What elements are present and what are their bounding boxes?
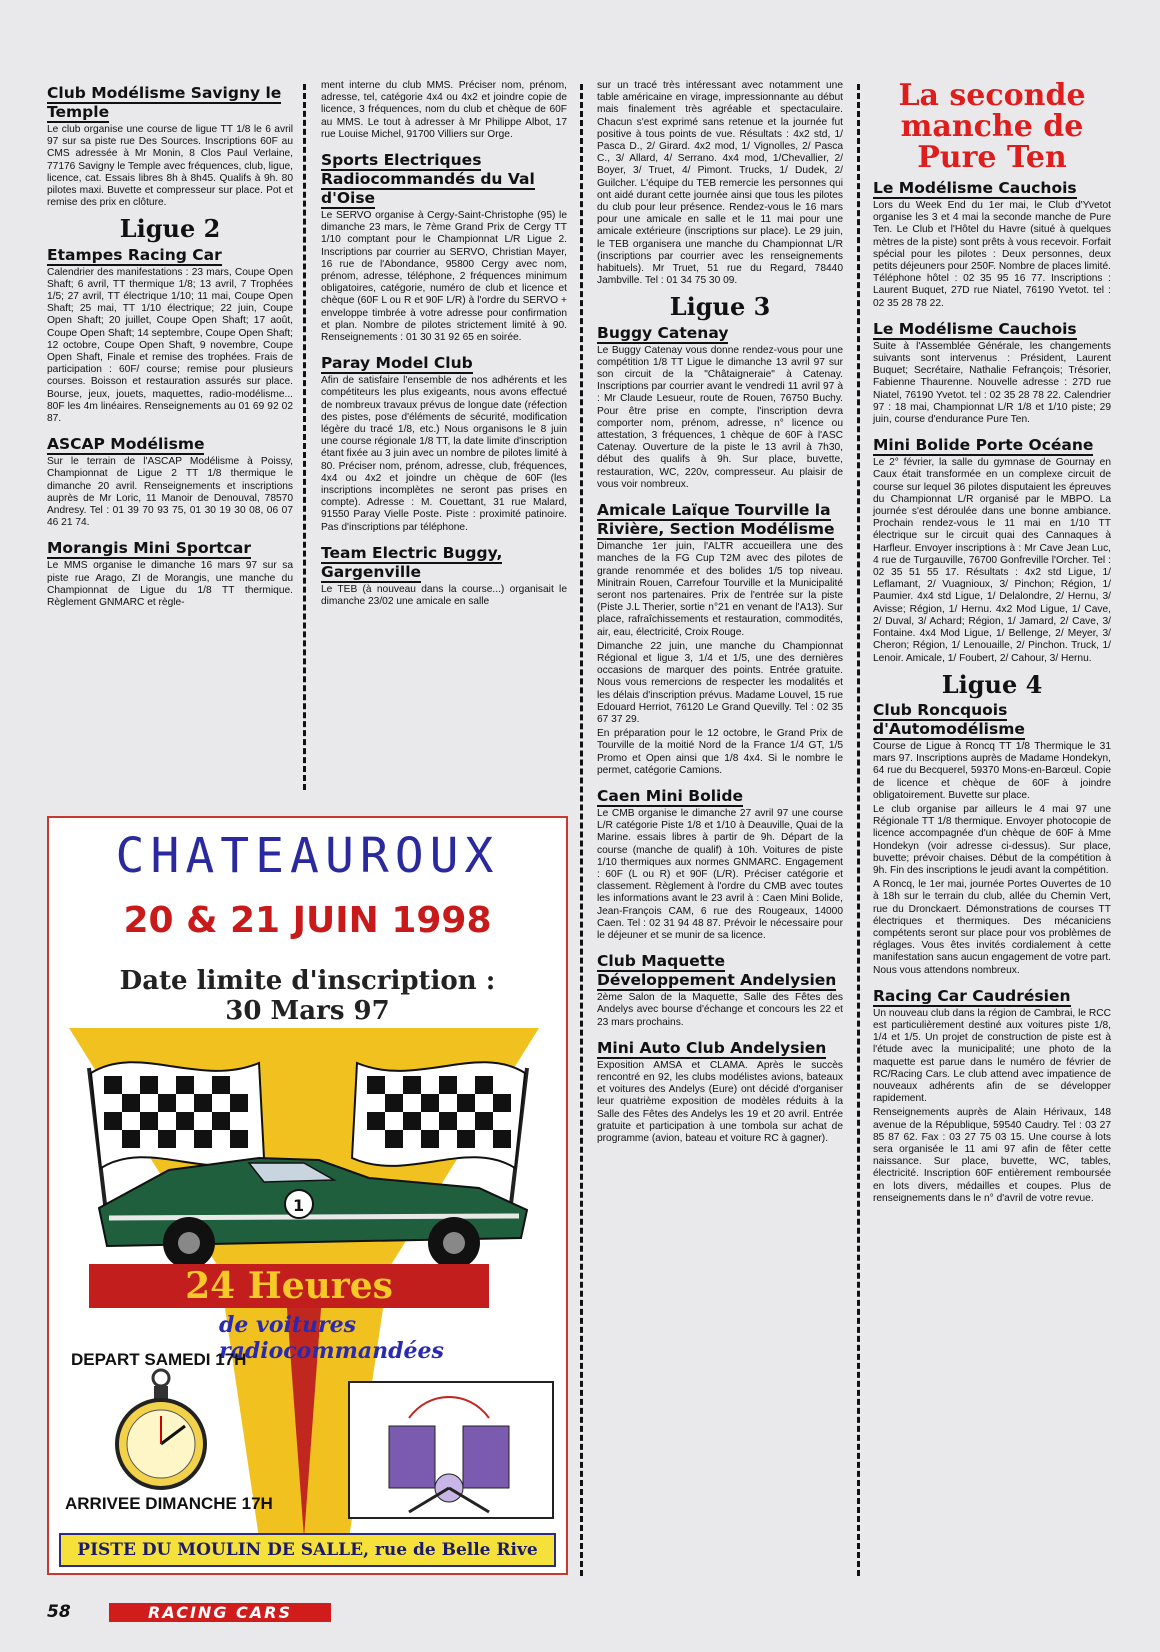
- section-title: Club Modélisme Savigny le Temple: [47, 84, 282, 121]
- league-heading: Ligue 2: [119, 214, 221, 244]
- section-body: Un nouveau club dans la région de Cambrai, le RCC est particulièrement destiné aux voitures piste 1/8, 1/4 et 1/5. Un projet de construction de piste est à l'étude avec la municipalité; une photo de la maquette est parue dans le numéro de février de RC/Racing Cars. Le club attend avec impatience de nouveaux adhérents afin de se développer rapidement.: [873, 1007, 1111, 1105]
- section-title: Sports Electriques Radiocommandés du Val d'Oise: [321, 151, 535, 208]
- magazine-logo: RACING CARS: [109, 1603, 331, 1622]
- section-title: ASCAP Modélisme: [47, 435, 205, 454]
- section-body: Dimanche 1er juin, l'ALTR accueillera une des manches de la FG Cup T2M avec des pilotes de grande renommée et des bolides 1/5 top niveau. Minitrain Rouen, Carrefour Tourville et la Municipalité seront nos partenaires. Prix de l'entrée sur la piste (Piste J.L Therier, sortie n°21 en venant de l'A13). Sur place, rafraîchissements et restauration, commodités, air, eau, électricité, Croix Rouge.: [597, 541, 843, 638]
- section-body: Le Buggy Catenay vous donne rendez-vous pour une compétition 1/8 TT Ligue le dimanche 13 avril 97 sur son circuit de la "Châtaigneraie" à Catenay. Inscriptions par courrier avant le vendredi 11 avril 97 à : Mr Claude Lesueur, route de Rouen, 76750 Buchy. Pour être prise en compte, l'inscription devra comporter nom, prénom, adresse, n° licence ou attestation, 3 fréquences, 1 chèque de 60F à l'ASC Catenay. Ouverture de la piste le 13 avril à 7h30, début des qualifs à 9h. Sur place, buvette, restauration, WC, 220v, compresseur. Au plaisir de vous voir nombreux.: [597, 344, 843, 490]
- section-title: Le Modélisme Cauchois: [873, 319, 1077, 338]
- section-body: Dimanche 22 juin, une manche du Championnat Régional et ligue 3, 1/4 et 1/5, une des dernières occasions de marquer des points. Entrée gratuite. Nous vous remercions de respecter les modalités et les délais d'inscription prévus. Madame Louvel, 15 rue Edouard Herriot, 76120 Le Grand Quevilly. Tel : 02 35 67 37 29.: [597, 640, 843, 725]
- poster-subtitle: de voitures radiocommandées: [219, 1312, 444, 1364]
- section-body: Calendrier des manifestations : 23 mars, Coupe Open Shaft; 6 avril, TT thermique 1/8; 13 avril, 7 Trophées 1/5; 27 avril, TT électrique 1/10; 11 mai, Coupe Open Shaft; 25 mai, TT 1/10 électrique; 22 juin, Coupe Open Shaft; 20 juillet, Coupe Open Shaft; 17 août, Coupe Open Shaft; 14 septembre, Coupe Open Shaft; 12 octobre, Coupe Open Shaft, 9 novembre, Coupe Open Shaft, Finale et remise des trophées. Frais de participation : 60F/ course; remise pour plusieurs courses. Boisson et restauration assurés sur place. Bourse, jeux, jouets, maquettes, radio-modélisme... 80F les 4m linéaires. Renseignements au 01 69 92 02 87.: [47, 266, 293, 425]
- section-title: Mini Bolide Porte Océane: [873, 436, 1094, 455]
- section-body: Renseignements auprès de Alain Hérivaux, 148 avenue de la République, 59540 Caudry. Tel : 03 27 85 87 62. Fax : 03 27 75 03 15. Une course à lots sera organisée le 11 ami 97 afin de fêter cette naissance. Sur place, buvette, WC, tables, électricité. Inscription 60F entièrement remboursée en lots divers, médailles et coupes. Plus de renseignements dans le n° d'avril de votre revue.: [873, 1107, 1111, 1204]
- column-3: [597, 80, 843, 1147]
- section-body: ment interne du club MMS. Préciser nom, prénom, adresse, tel, catégorie 4x4 ou 4x2 et joindre copie de licence, 3 fréquences, nom du club et chèque de 60F au MMS. Le tout à adresser à Mr Philippe Albot, 17 rue Louise Michel, 91700 Villiers sur Orge.: [321, 80, 567, 140]
- section-body: Afin de satisfaire l'ensemble de nos adhérents et les compétiteurs les plus exigeants, nous avons effectué de nombreux travaux prévus de longue date (réfection des pistes, pose d'éléments de sécurité, modification légère du tracé 1/8, etc.) Nous organisons le 8 juin une course régionale 1/8 TT, la date limite d'inscription étant fixée au 3 juin avec un nombre de pilotes limité à 80. Préciser nom, prénom, adresse, club, fréquences, 4x4 ou 4x2 et joindre un chèque de 60F (les inscriptions incomplètes ne seront pas prises en compte). Adresse : M. Couettant, 31 rue Malard, 91550 Paray Vielle Poste. Piste : proximité patinoire. Pas d'inscriptions par téléphone.: [321, 375, 567, 533]
- section-title: Club Maquette Développement Andelysien: [597, 952, 837, 990]
- poster-deadline-line2: 30 Mars 97: [225, 996, 390, 1026]
- section-title: Morangis Mini Sportcar: [47, 539, 251, 558]
- engine-illustration-icon: [349, 1382, 553, 1518]
- league-heading: Ligue 4: [941, 669, 1043, 699]
- section-body: Le CMB organise le dimanche 27 avril 97 une course L/R catégorie Piste 1/8 et 1/10 à Deauville, Quai de la Marine. essais libres à partir de 9h. Départ de la course (manche de qualif) à 10h. Voitures de piste 1/10 thermiques aux normes GNMARC. Engagement : 60F (L ou R) et 90F (L/R). Préciser catégorie et classement. Règlement à l'ordre du CMB avec toutes les informations avant le 23 avril à : Caen Mini Bolide, Jean-François CAM, 6 rue des Rougeaux, 14000 Caen. Tel : 02 31 94 48 87. Prévoir le nécessaire pour le déjeuner et se munir de sa licence.: [597, 807, 843, 941]
- league-heading: Ligue 3: [669, 292, 771, 322]
- section-body: Le TEB (à nouveau dans la course...) organisait le dimanche 23/02 une amicale en salle: [321, 583, 567, 608]
- section-body: En préparation pour le 12 octobre, le Grand Prix de Tourville de la moitié Nord de la France 1/4 GT, 1/5 Promo et Open ainsi que 1/8 4x4. Si le nombre le permet, catégorie Camions.: [597, 728, 843, 776]
- poster-arrival: ARRIVEE DIMANCHE 17H: [65, 1494, 273, 1513]
- headline: La seconde manche de Pure Ten: [898, 78, 1086, 175]
- page-number: 58: [47, 1602, 71, 1622]
- column-separator: [580, 84, 583, 1576]
- section-title: Mini Auto Club Andelysien: [597, 1038, 827, 1057]
- section-body: Le 2° février, la salle du gymnase de Gournay en Caux était transformée en un complexe circuit de course sur lequel 36 pilotes disputaient les épreuves du Championnat L/R organisé par le MBPO. La journée s'est déroulée dans une bonne ambiance. Prochain rendez-vous le 11 mai en 1/10 TT électrique sur le circuit quai des Cannaques à Harfleur. Envoyer inscriptions à : Mr Cave Jean Luc, 4 rue de Turgauville, 76700 Gonfreville l'Orcher. Tel : 02 35 51 55 17. Résultats : 4x2 std Ligue, 1/ Leflamant, 2/ Vuagnioux, 3/ Pinchon; Région, 1/ Paumier. 4x4 std Ligue, 1/ Delalondre, 2/ Hernu, 3/ Avisse; Région, 1/ Hernu. 4x2 Mod Ligue, 1/ Cave, 2/ Duval, 3/ Achard; Région, 1/ Jamard, 2/ Cave, 3/ Fontaine. 4x4 Mod Ligue, 1/ Bellenge, 2/ Meyer, 3/ Cheron; Région, 1/ Lenouaille, 2/ Pinchon. Truck, 1/ Lenoir. Amicale, 1/ Foubert, 2/ Cahour, 3/ Hernu.: [873, 457, 1111, 664]
- section-body: Exposition AMSA et CLAMA. Après le succès rencontré en 92, les clubs modélistes avions, bateaux et voitures des Andelys (Eure) ont décidé d'organiser leur quatrième exposition de modèles réduits à la Salle des Fêtes des Andelys les 19 et 20 avril. Entrée gratuite et participation à une tombola sur achat de programme (avion, bateau et voiture RC à gagner).: [597, 1059, 843, 1145]
- section-title: Buggy Catenay: [597, 323, 729, 342]
- poster-24-heures: 24 Heures: [89, 1264, 489, 1308]
- section-body: Le club organise une course de ligue TT 1/8 le 6 avril 97 sur sa piste rue Des Sources. Inscriptions 60F au CMS adressée à Mr Monin, 8 Clos Paul Verlaine, 77176 Savigny le Temple avec fréquences, club, ligue, licence, cat. Essais libres 8h à 8h45. Qualifs à 9h. 80 pilotes maxi. Buvette et compresseur sur place. Pot et remise des prix en clôture.: [47, 124, 293, 209]
- section-title: Club Roncquois d'Automodélisme: [873, 700, 1025, 738]
- event-poster: CHATEAUROUX 20 & 21 JUIN 1998 Date limite d'inscription : 30 Mars 97 1 24 Heures de voitures radiocommandées DEPART SAMEDI 17H ARRIVEE DIMANCHE 17H PISTE DU MOULIN DE SALLE, rue de Belle Rive: [47, 816, 568, 1575]
- column-1: [47, 80, 293, 611]
- section-body: Le SERVO organise à Cergy-Saint-Christophe (95) le dimanche 23 mars, le 7ème Grand Prix de Cergy TT 1/10 comptant pour le Championnat L/R Ligue 2. Inscriptions par courrier au SERVO, Christian Mayer, 16 rue de l'Abondance, 95800 Cergy avec nom, prénom, adresse, téléphone, 2 fréquences minimum obligatoires, catégorie, numéro de club et licence et chèque (60F L ou R et 90F L/R) à l'ordre du SERVO + enveloppe timbrée à votre adresse pour confirmation et plan. Nombre de pilotes strictement limité à 90. Renseignements : 01 30 31 92 65 en soirée.: [321, 210, 567, 344]
- section-body: Sur le terrain de l'ASCAP Modélisme à Poissy, Championnat de Ligue 2 TT 1/8 thermique le dimanche 20 avril. Renseignements et inscriptions auprès de Mr Loric, 11 Manoir de Denouval, 78570 Andresy. Tel : 01 39 70 93 75, 01 30 19 30 08, 06 07 46 21 74.: [47, 456, 293, 529]
- section-body: Course de Ligue à Roncq TT 1/8 Thermique le 31 mars 97. Inscriptions auprès de Madame Hondekyn, 64 rue du Becquerel, 59370 Mons-en-Barœul. Copie de licence et chèque de 60F à joindre obligatoirement. Buvette sur place.: [873, 740, 1111, 801]
- section-body: Lors du Week End du 1er mai, le Club d'Yvetot organise les 3 et 4 mai la seconde manche de Pure Ten. Le Club et l'Hôtel du Havre (situé à quelques mètres de la piste) sont prêts à vous recevoir. Forfait spécial pour les pilotes : Deux personnes, deux petits déjeuners pour 250F. Nombre de places limité. Téléphone hôtel : 02 35 95 16 77. Inscriptions : Laurent Buquet, 27D rue Niatel, 76190 Yvetot. tel : 02 35 28 78 22.: [873, 200, 1111, 309]
- section-title: Le Modélisme Cauchois: [873, 179, 1077, 197]
- poster-deadline: [49, 966, 566, 1026]
- section-title: Paray Model Club: [321, 354, 473, 373]
- poster-deadline-line1: Date limite d'inscription :: [119, 966, 496, 996]
- section-body: Le club organise par ailleurs le 4 mai 97 une Régionale TT 1/8 thermique. Envoyer photocopie de licence accompagnée d'un chèque de 60F à Mme Hondekyn (voir adresse ci-dessus). Sur place, buvette; prévoir chaises. Début de la compétition à 9h. Fin des inscriptions le jeudi avant la compétition.: [873, 803, 1111, 876]
- section-title: Amicale Laïque Tourville la Rivière, Section Modélisme: [597, 501, 835, 539]
- section-body: sur un tracé très intéressant avec notamment une table américaine en virage, impressionnante au début mais finalement très agréable et spectaculaire. Chacun s'est exprimé sans retenue et la journée fut positive à tous points de vue. Résultats : 4x2 std, 1/ Pasca D., 2/ Girard. 4x2 mod, 1/ Vignolles, 2/ Pasca C., 3/ Allard, 4/ Serrano. 4x4 mod, 1/Chevallier, 2/ Boyer, 3/ Truet, 4/ Pimont. Trucks, 1/ Dudek, 2/ Guilcher. L'équipe du TEB remercie les personnes qui ont aidé durant cette journée ainsi que tous les pilotes du club pour leur présence. Rendez-vous le 16 mars pour une amicale en salle et le 11 mai pour une amicale extérieure (inscriptions sur place). Le 29 juin, le TEB organisera une manche du Championnat L/R (inscriptions par courrier avec les renseignements habituels). Mr Truet, 51 rue du Regard, 78440 Jambville. Tel : 01 34 75 30 09.: [597, 80, 843, 287]
- poster-departure: DEPART SAMEDI 17H: [71, 1350, 247, 1369]
- section-title: Etampes Racing Car: [47, 245, 222, 264]
- column-separator: [857, 84, 860, 1576]
- column-4: [873, 80, 1111, 1207]
- section-title: Racing Car Caudrésien: [873, 986, 1071, 1005]
- section-body: 2ème Salon de la Maquette, Salle des Fêtes des Andelys avec bourse d'échange et concours les 22 et 23 mars prochains.: [597, 992, 843, 1028]
- poster-dates: 20 & 21 JUIN 1998: [123, 900, 492, 941]
- section-title: Caen Mini Bolide: [597, 786, 743, 805]
- poster-city: CHATEAUROUX: [115, 828, 500, 884]
- section-body: Suite à l'Assemblée Générale, les changements suivants sont intervenus : Président, Laurent Buquet; Secrétaire, Nathalie Fefrançois; Trésorier, Fabienne Thaurenne. Nouvelle adresse : 27D rue Niatel, 76190 Yvetot. tel : 02 35 28 78 22. Calendrier 97 : 18 mai, Championnat L/R 1/8 et 1/10 piste; 29 juin, course d'endurance Pure Ten.: [873, 340, 1111, 426]
- column-2: [321, 80, 567, 610]
- section-title: Team Electric Buggy, Gargenville: [321, 543, 503, 581]
- section-body: A Roncq, le 1er mai, journée Portes Ouvertes de 10 à 18h sur le terrain du club, allée du Chemin Vert, rue du Dronckaert. Démonstrations de courses TT électriques et thermiques. Des mécaniciens compétents seront sur place pour vos problèmes de réglages. Vous êtes invités cordialement à cette manifestation sans aucun engagement de votre part. Nous vous attendons nombreux.: [873, 879, 1111, 976]
- stopwatch-icon: [117, 1370, 205, 1488]
- poster-track: PISTE DU MOULIN DE SALLE, rue de Belle Rive: [59, 1533, 556, 1567]
- column-separator: [303, 84, 306, 790]
- section-body: Le MMS organise le dimanche 16 mars 97 sur sa piste rue Arago, ZI de Morangis, une manche du Championnat de Ligue du 1/8 TT thermique. Règlement GNMARC et règle-: [47, 560, 293, 609]
